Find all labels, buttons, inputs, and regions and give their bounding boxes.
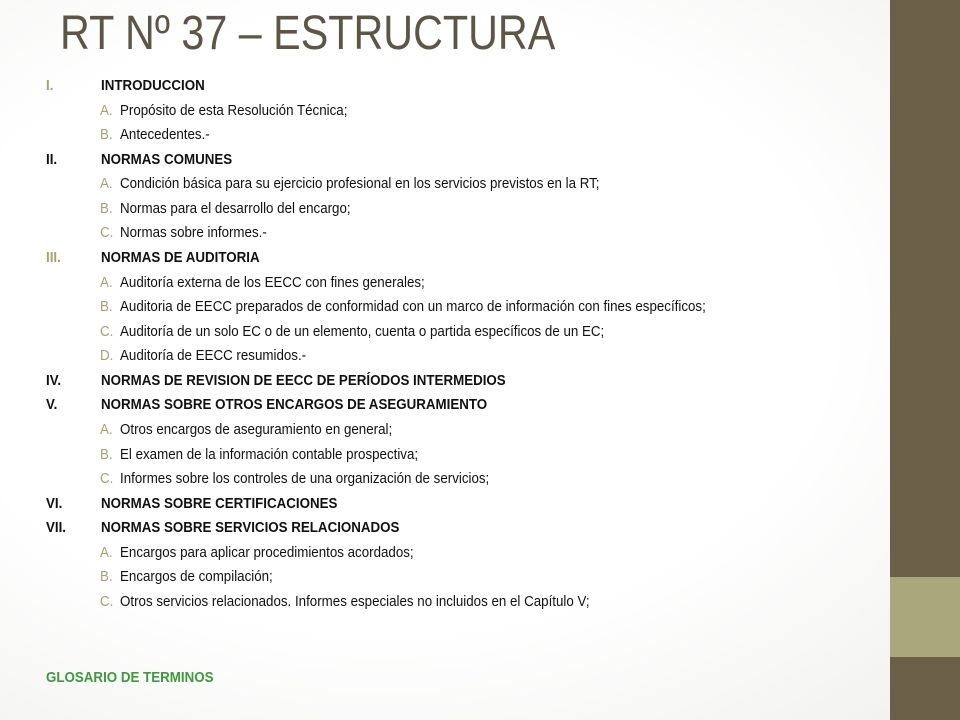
item-text: Otros encargos de aseguramiento en general; bbox=[120, 421, 393, 438]
item-letter: C. bbox=[100, 225, 114, 242]
item-text: Auditoria de EECC preparados de conformidad con un marco de información con fines específicos; bbox=[120, 299, 706, 316]
slide-title: RT Nº 37 – ESTRUCTURA bbox=[60, 7, 556, 60]
item-text: Encargos para aplicar procedimientos acordados; bbox=[120, 544, 414, 561]
section-numeral: IV. bbox=[46, 372, 62, 389]
section-label: NORMAS DE REVISION DE EECC DE PERÍODOS INTERMEDIOS bbox=[101, 372, 506, 389]
item-text: Otros servicios relacionados. Informes especiales no incluidos en el Capítulo V; bbox=[120, 593, 590, 610]
item-text: Normas sobre informes.- bbox=[120, 225, 267, 242]
item-text: Informes sobre los controles de una organización de servicios; bbox=[120, 471, 490, 488]
item-letter: B. bbox=[100, 446, 113, 463]
item-text: Normas para el desarrollo del encargo; bbox=[120, 200, 351, 217]
item-letter: C. bbox=[100, 471, 114, 488]
section-label: NORMAS SOBRE OTROS ENCARGOS DE ASEGURAMIENTO bbox=[101, 397, 488, 414]
decorative-band-middle bbox=[890, 577, 960, 657]
item-letter: A. bbox=[100, 544, 113, 561]
item-text: Condición básica para su ejercicio profesional en los servicios previstos en la RT; bbox=[120, 176, 600, 193]
item-letter: B. bbox=[100, 569, 113, 586]
item-text: Auditoría de EECC resumidos.- bbox=[120, 348, 307, 365]
item-text: Auditoría externa de los EECC con fines generales; bbox=[120, 274, 425, 291]
item-text: Antecedentes.- bbox=[120, 127, 210, 144]
section-label: NORMAS COMUNES bbox=[101, 151, 233, 168]
item-text: Auditoría de un solo EC o de un elemento, cuenta o partida específicos de un EC; bbox=[120, 323, 605, 340]
section-numeral: II. bbox=[46, 151, 58, 168]
decorative-band-bottom bbox=[890, 657, 960, 720]
item-letter: C. bbox=[100, 593, 114, 610]
item-letter: A. bbox=[100, 421, 113, 438]
item-letter: D. bbox=[100, 348, 114, 365]
item-letter: C. bbox=[100, 323, 114, 340]
item-letter: A. bbox=[100, 176, 113, 193]
section-label: NORMAS DE AUDITORIA bbox=[101, 249, 260, 266]
decorative-band-top bbox=[890, 0, 960, 577]
item-letter: A. bbox=[100, 274, 113, 291]
item-letter: B. bbox=[100, 200, 113, 217]
item-letter: B. bbox=[100, 127, 113, 144]
item-text: El examen de la información contable prospectiva; bbox=[120, 446, 419, 463]
section-numeral: III. bbox=[46, 249, 61, 266]
glossary-heading: GLOSARIO DE TERMINOS bbox=[46, 670, 214, 686]
section-numeral: V. bbox=[46, 397, 58, 414]
section-label: NORMAS SOBRE CERTIFICACIONES bbox=[101, 495, 338, 512]
section-numeral: I. bbox=[46, 78, 54, 94]
section-numeral: VII. bbox=[46, 520, 67, 537]
item-text: Encargos de compilación; bbox=[120, 569, 273, 586]
section-label: NORMAS SOBRE SERVICIOS RELACIONADOS bbox=[101, 520, 400, 537]
item-letter: A. bbox=[100, 102, 113, 119]
section-label: INTRODUCCION bbox=[101, 78, 205, 94]
item-letter: B. bbox=[100, 299, 113, 316]
item-text: Propósito de esta Resolución Técnica; bbox=[120, 102, 348, 119]
section-numeral: VI. bbox=[46, 495, 63, 512]
